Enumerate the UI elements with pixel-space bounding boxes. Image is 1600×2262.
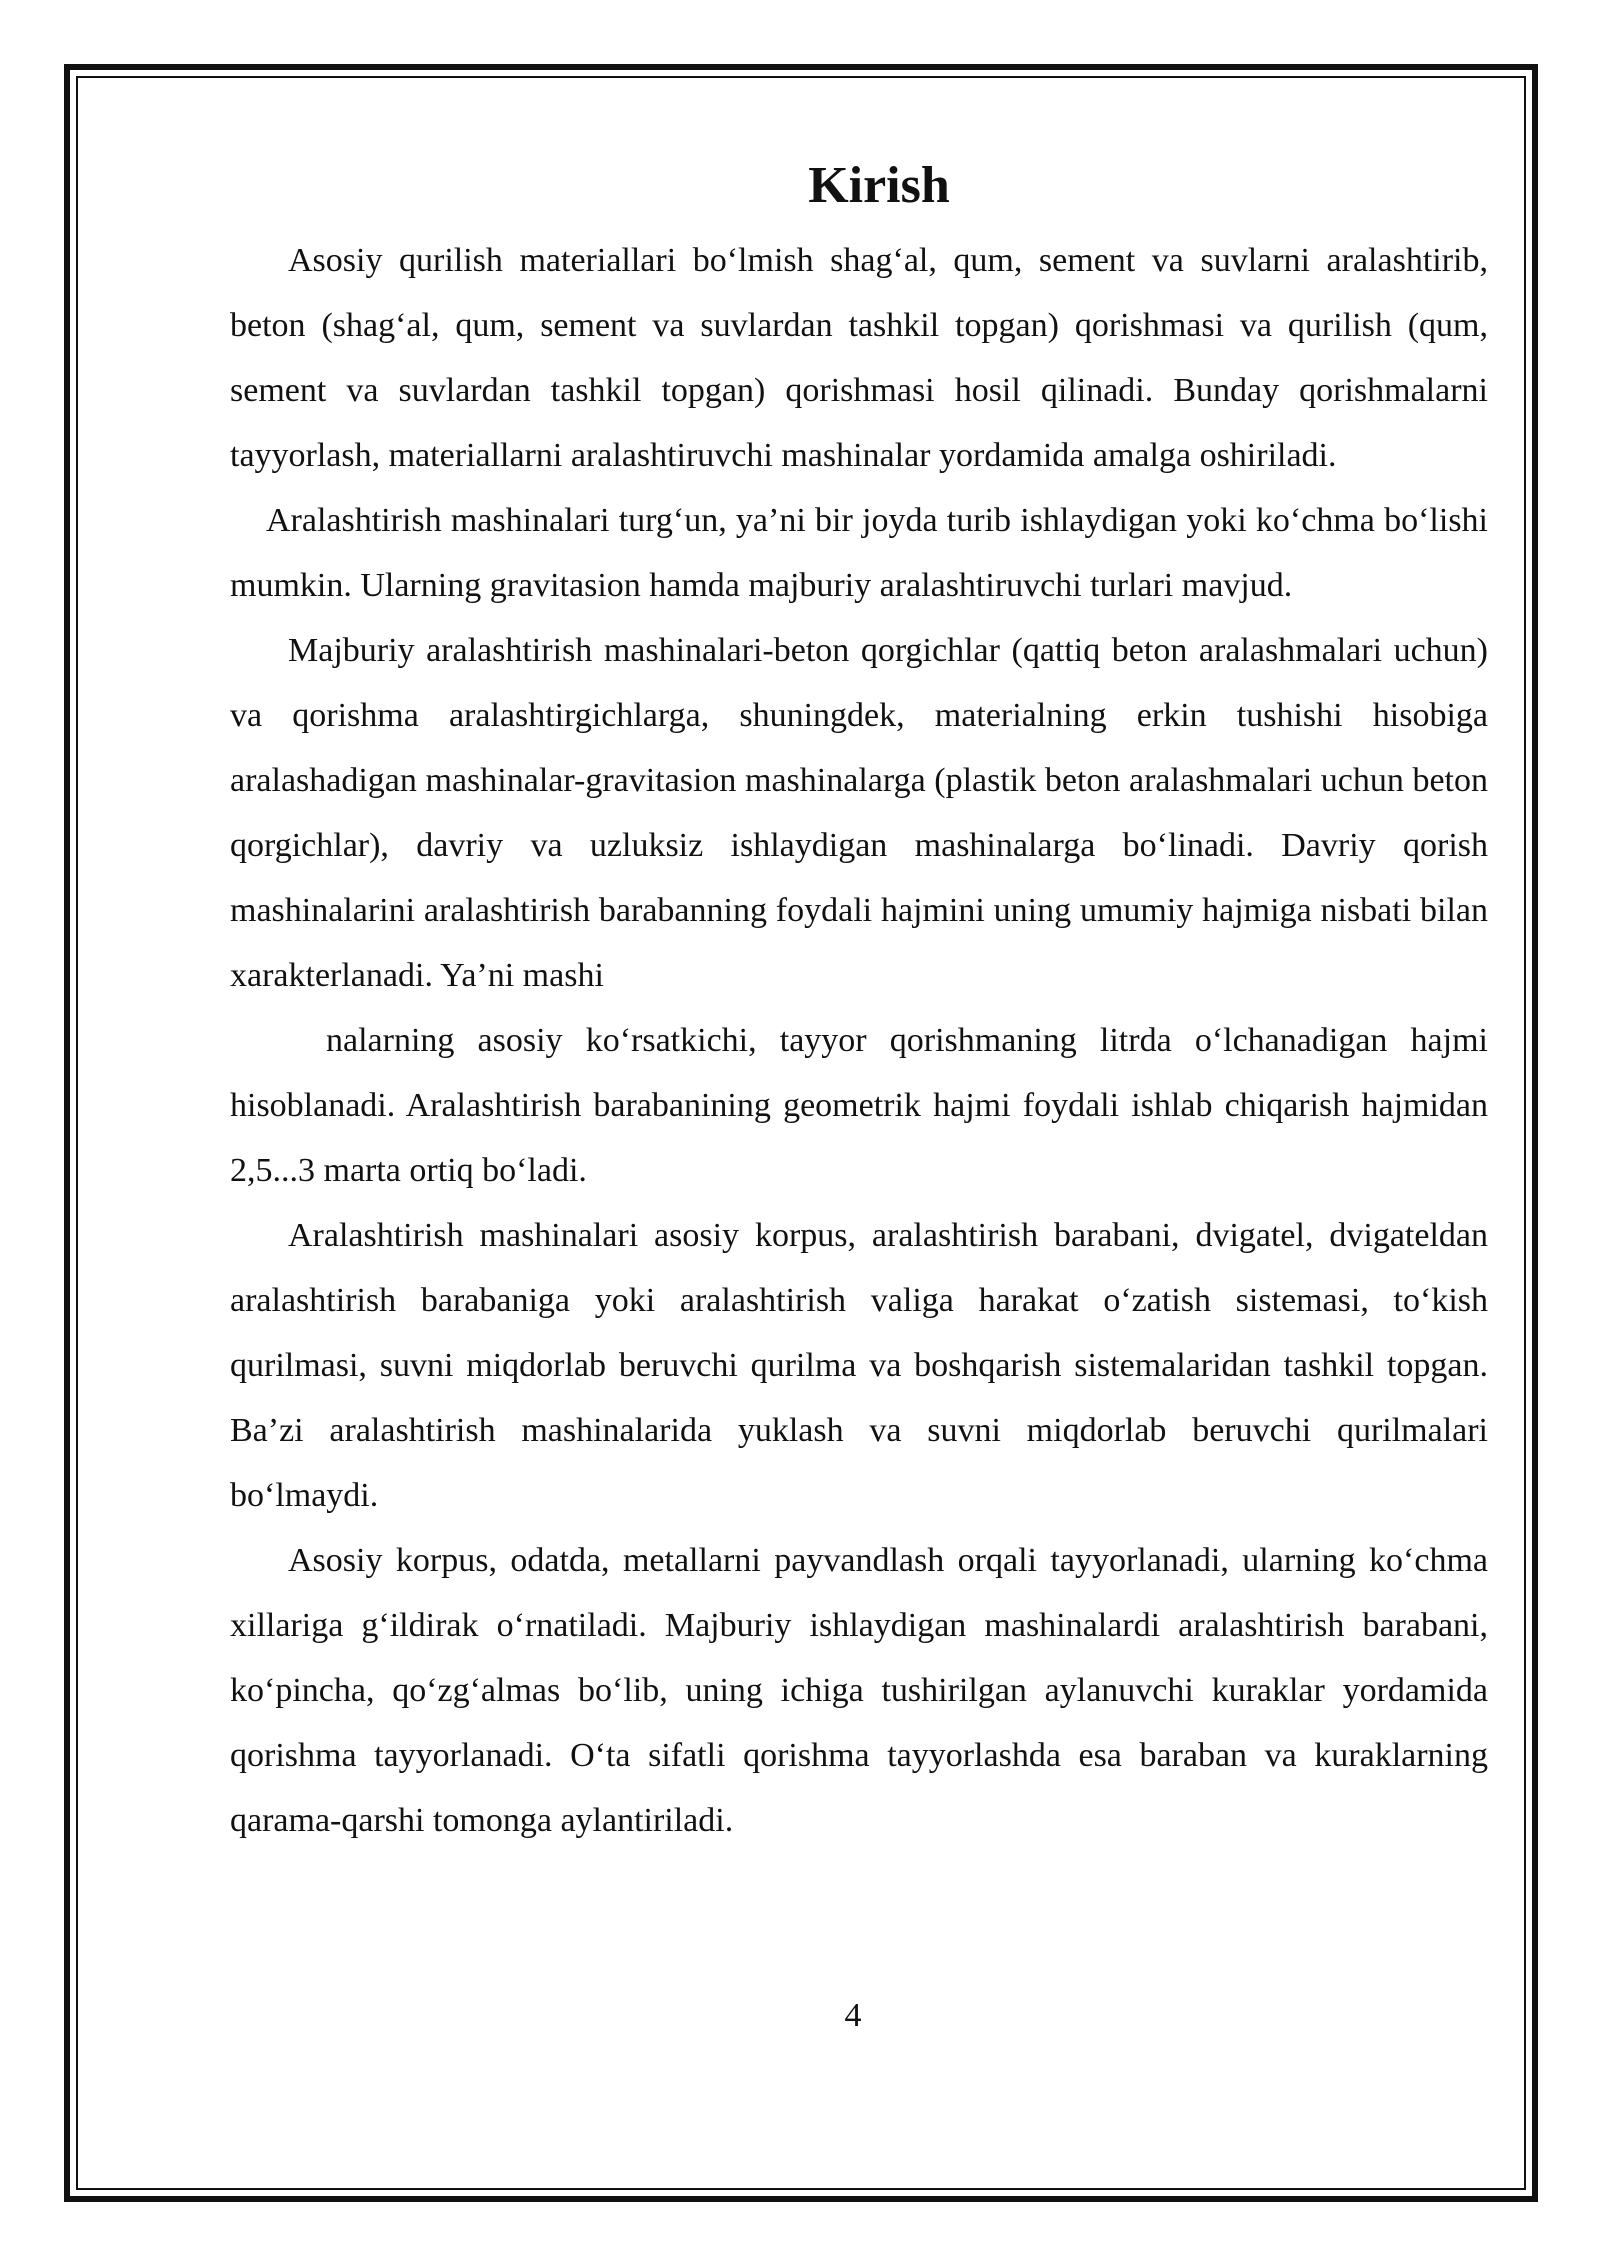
paragraph-3: Majburiy aralashtirish mashinalari-beton qorgichlar (qattiq beton aralashmalari uchun) va qorishma aralashtirgichlarga, shuningdek, materialning erkin tushishi hisobiga aralashadigan mashinalar-gravitasion mashinalarga (plastik beton aralashmalari uchun beton qorgichlar), davriy va uzluksiz ishlaydigan mashinalarga bo‘linadi. Davriy qorish mashinalarini aralashtirish barabanning foydali hajmini uning umumiy hajmiga nisbati bilan xarakterlanadi. Ya’ni mashi (230, 632, 1488, 994)
paragraph-5: Aralashtirish mashinalari asosiy korpus, aralashtirish barabani, dvigatel, dvigateldan aralashtirish barabaniga yoki aralashtirish valiga harakat o‘zatish sistemasi, to‘kish qurilmasi, suvni miqdorlab beruvchi qurilma va boshqarish sistemalaridan tashkil topgan. Ba’zi aralashtirish mashinalarida yuklash va suvni miqdorlab beruvchi qurilmalari bo‘lmaydi. (230, 1217, 1488, 1514)
paragraph-4: nalarning asosiy ko‘rsatkichi, tayyor qorishmaning litrda o‘lchanadigan hajmi hisoblanadi. Aralashtirish barabanining geometrik hajmi foydali ishlab chiqarish hajmidan 2,5...3 marta ortiq bo‘ladi. (230, 1022, 1488, 1189)
page-number: 4 (844, 1997, 862, 2034)
document-title: Kirish (808, 157, 950, 214)
document-body (230, 150, 1488, 1853)
paragraph-6: Asosiy korpus, odatda, metallarni payvandlash orqali tayyorlanadi, ularning ko‘chma xillariga g‘ildirak o‘rnatiladi. Majburiy ishlaydigan mashinalardi aralashtirish barabani, ko‘pincha, qo‘zg‘almas bo‘lib, uning ichiga tushirilgan aylanuvchi kuraklar yordamida qorishma tayyorlanadi. O‘ta sifatli qorishma tayyorlashda esa baraban va kuraklarning qarama-qarshi tomonga aylantiriladi. (230, 1542, 1488, 1839)
paragraph-2: Aralashtirish mashinalari turg‘un, ya’ni bir joyda turib ishlaydigan yoki ko‘chma bo‘lishi mumkin. Ularning gravitasion hamda majburiy aralashtiruvchi turlari mavjud. (230, 502, 1488, 604)
paragraph-1: Asosiy qurilish materiallari bo‘lmish shag‘al, qum, sement va suvlarni aralashtirib, beton (shag‘al, qum, sement va suvlardan tashkil topgan) qorishmasi va qurilish (qum, sement va suvlardan tashkil topgan) qorishmasi hosil qilinadi. Bunday qorishmalarni tayyorlash, materiallarni aralashtiruvchi mashinalar yordamida amalga oshiriladi. (230, 242, 1488, 474)
